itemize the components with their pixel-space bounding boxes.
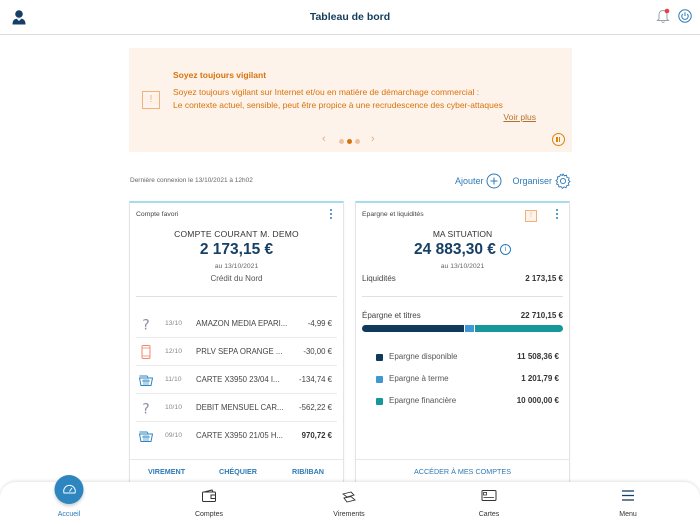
balance-date: au 13/10/2021: [214, 263, 259, 270]
liquidity-value: 2 173,15 €: [525, 274, 563, 283]
transaction-label: PRLV SEPA ORANGE ...: [196, 347, 283, 356]
legend-item: [376, 396, 559, 408]
bar-segment: [464, 325, 475, 332]
savings-label: Épargne et titres: [362, 311, 421, 320]
tab-label: Accueil: [57, 511, 81, 518]
transfer-arrows-icon: [341, 489, 357, 504]
dashboard-actions: [455, 173, 571, 189]
access-accounts-link[interactable]: [356, 459, 569, 483]
security-alert-banner: [129, 48, 572, 152]
phone-icon: [139, 345, 153, 359]
transaction-amount: -134,74 €: [299, 375, 332, 384]
rib-iban-link[interactable]: RIB/IBAN: [292, 467, 324, 476]
situation-label: MA SITUATION: [432, 229, 493, 239]
chevron-left-icon[interactable]: ‹: [322, 133, 326, 145]
question-icon: [139, 317, 153, 331]
legend-value: 1 201,79 €: [521, 374, 559, 383]
bank-name: Crédit du Nord: [210, 274, 263, 283]
transaction-label: AMAZON MEDIA EPARI...: [196, 319, 288, 328]
checkbook-link[interactable]: CHÉQUIER: [219, 467, 257, 476]
info-icon[interactable]: i: [500, 244, 511, 255]
account-actions: [130, 459, 343, 483]
organize-button[interactable]: [512, 173, 571, 189]
carousel-dot-1[interactable]: [339, 139, 344, 144]
tab-comptes[interactable]: [159, 482, 259, 525]
legend-item: [376, 352, 559, 364]
plus-circle-icon: [486, 173, 502, 189]
access-accounts-label: ACCÉDER À MES COMPTES: [413, 467, 512, 476]
top-bar: [0, 0, 700, 35]
legend-label: Epargne financière: [389, 396, 457, 405]
last-connection: Dernière connexion le 13/10/2021 à 12h02: [130, 177, 253, 184]
hamburger-menu-icon: [621, 489, 635, 502]
notification-dot: [665, 9, 670, 14]
transaction-row[interactable]: [136, 310, 337, 338]
question-icon: [139, 401, 153, 415]
liquidity-label: Liquidités: [362, 274, 396, 283]
savings-breakdown-bar: [362, 325, 563, 332]
banner-text-line2: Le contexte actuel, sensible, peut être propice à une recrudescence des cyber-attaques: [173, 100, 503, 110]
transaction-row[interactable]: [136, 366, 337, 394]
legend-swatch: [376, 376, 383, 383]
power-icon[interactable]: [678, 9, 692, 23]
transaction-label: CARTE X3950 23/04 I...: [196, 375, 280, 384]
svg-text:?: ?: [142, 401, 150, 415]
more-options-icon[interactable]: [555, 209, 559, 222]
alert-icon: !: [142, 91, 160, 109]
transaction-date: 11/10: [165, 376, 182, 383]
divider: [362, 296, 563, 297]
pause-icon[interactable]: [552, 133, 565, 146]
transaction-amount: 970,72 €: [301, 431, 332, 440]
tab-label: Cartes: [478, 511, 500, 518]
legend-label: Epargne disponible: [389, 352, 458, 361]
favorite-account-card: [129, 201, 344, 483]
tab-accueil[interactable]: [19, 482, 119, 525]
tab-menu[interactable]: [578, 482, 678, 525]
tab-virements[interactable]: [299, 482, 399, 525]
transaction-date: 10/10: [165, 404, 183, 411]
basket-icon: [139, 373, 153, 387]
transaction-amount: -30,00 €: [303, 347, 332, 356]
transaction-date: 13/10: [165, 320, 183, 327]
account-name[interactable]: COMPTE COURANT M. DEMO: [174, 229, 299, 239]
legend-swatch: [376, 398, 383, 405]
chevron-right-icon[interactable]: ›: [371, 133, 375, 145]
legend-value: 11 508,36 €: [517, 352, 559, 361]
legend-value: 10 000,00 €: [516, 396, 559, 405]
carousel-dot-3[interactable]: [355, 139, 360, 144]
more-options-icon[interactable]: [329, 209, 333, 222]
total-balance-wrapper: [356, 241, 569, 259]
banner-text-line1: Soyez toujours vigilant sur Internet et/ou en matière de démarchage commercial :: [173, 87, 480, 97]
basket-icon: [139, 429, 153, 443]
organize-label: Organiser: [512, 176, 552, 186]
total-balance: 24 883,30 €: [414, 241, 496, 258]
tab-label: Menu: [619, 511, 637, 518]
tab-label: Comptes: [194, 511, 223, 518]
bottom-tab-bar: [0, 482, 700, 525]
bar-segment: [474, 325, 563, 332]
transaction-date: 09/10: [165, 432, 183, 439]
legend-item: [376, 374, 559, 386]
tab-label: Virements: [333, 511, 365, 518]
legend-swatch: [376, 354, 383, 361]
tab-cartes[interactable]: [439, 482, 539, 525]
add-widget-button[interactable]: [455, 173, 503, 189]
transaction-row[interactable]: [136, 338, 337, 366]
account-balance: 2 173,15 €: [199, 241, 274, 258]
bell-icon[interactable]: [656, 8, 670, 24]
legend-label: Epargne à terme: [389, 374, 449, 383]
savings-card: [355, 201, 570, 483]
transaction-label: CARTE X3950 21/05 H...: [196, 431, 283, 440]
credit-card-icon: [481, 489, 497, 502]
active-tab-bubble: [55, 475, 84, 504]
banner-title: Soyez toujours vigilant: [173, 70, 267, 80]
bar-segment: [362, 325, 464, 332]
add-label: Ajouter: [454, 176, 484, 186]
transaction-row[interactable]: [136, 422, 337, 450]
transaction-date: 12/10: [165, 348, 183, 355]
dashboard-gauge-icon: [62, 482, 77, 497]
page-title: Tableau de bord: [309, 11, 391, 23]
transaction-row[interactable]: [136, 394, 337, 422]
transfer-link[interactable]: VIREMENT: [148, 467, 186, 476]
card-header: Epargne et liquidités: [362, 211, 424, 218]
warning-icon[interactable]: !: [525, 210, 537, 222]
wallet-icon: [201, 489, 217, 503]
transaction-amount: -562,22 €: [299, 403, 332, 412]
carousel-pagination: [322, 135, 382, 147]
savings-value: 22 710,15 €: [520, 311, 563, 320]
card-header: Compte favori: [136, 211, 179, 218]
carousel-dot-2[interactable]: [347, 139, 352, 144]
transaction-amount: -4,99 €: [307, 319, 332, 328]
gear-icon: [555, 173, 571, 189]
read-more-link[interactable]: Voir plus: [503, 112, 536, 122]
svg-text:?: ?: [142, 317, 150, 331]
balance-date: au 13/10/2021: [440, 263, 485, 270]
divider: [136, 296, 337, 297]
transaction-label: DEBIT MENSUEL CAR...: [196, 403, 284, 412]
